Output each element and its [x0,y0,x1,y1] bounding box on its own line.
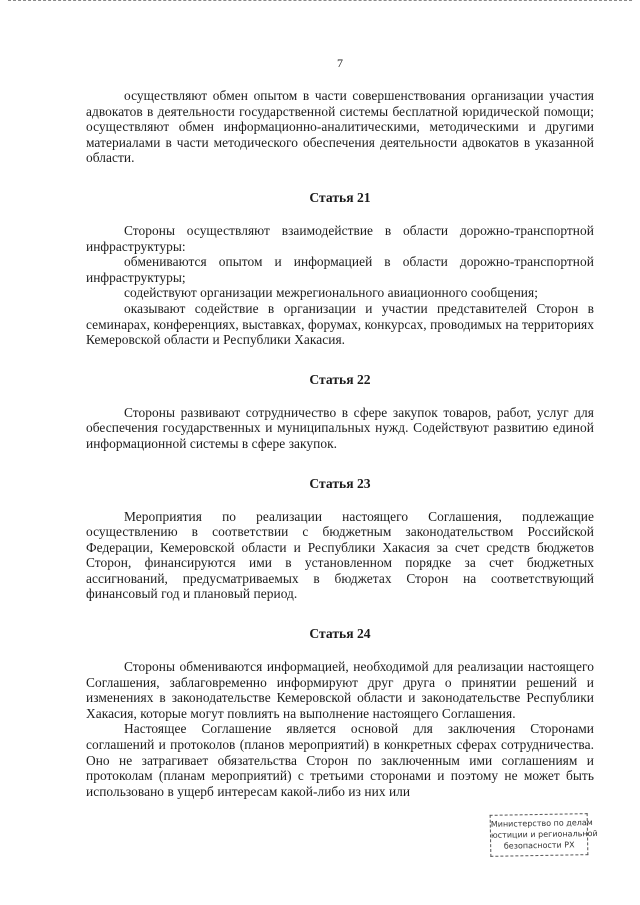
paragraph-art21-item2: содействуют организации межрегионального авиационного сообщения; [124,285,538,301]
article-23-heading: Статья 23 [309,475,371,491]
stamp-line-2: юстиции и региональной [490,828,598,840]
top-edge-rule [8,0,632,4]
paragraph-art23: Мероприятия по реализации настоящего Соглашения, подлежащие осуществлению в соответствии с бюджетным законодательством Российской Федерации, Кемеровской области и Республики Хакасия за счет средств бюджетов Сторон, финансируются ими в установленном порядке за счет бюджетных ассигнований, предусматриваемых в бюджетах Сторон на соответствующий финансовый год и плановый период. [86,508,594,602]
article-24-heading: Статья 24 [309,626,371,642]
stamp-line-1: Министерство по делам [490,818,593,829]
stamp-line-3: безопасности РХ [503,840,575,851]
paragraph-art24-first: Стороны обмениваются информацией, необходимой для реализации настоящего Соглашения, заблаговременно информируют друг друга о принятии решений и изменениях в законодательстве Кемеровской области и законодательстве Республики Хакасия, которые могут повлиять на выполнение настоящего Соглашения. [86,659,594,721]
document-page [86,56,594,799]
article-22-heading: Статья 22 [309,371,371,387]
paragraph-art21-intro: Стороны осуществляют взаимодействие в области дорожно-транспортной инфраструктуры: [86,222,594,254]
paragraph-advocates-exchange: осуществляют обмен опытом в части совершенствования организации участия адвокатов в деятельности государственной системы бесплатной юридической помощи; осуществляют обмен информационно-аналитическими, методическими и другими материалами в части методического обеспечения деятельности адвокатов в указанной области. [86,88,594,166]
ministry-stamp [490,813,598,857]
article-21-heading: Статья 21 [309,189,371,205]
paragraph-art21-item3: оказывают содействие в организации и участии представителей Сторон в семинарах, конференциях, выставках, форумах, конкурсах, проводимых на территориях Кемеровской области и Республики Хакасия. [86,300,594,348]
paragraph-art22: Стороны развивают сотрудничество в сфере закупок товаров, работ, услуг для обеспечения государственных и муниципальных нужд. Содействуют развитию единой информационной системы в сфере закупок. [86,404,594,451]
page-number: 7 [337,56,343,70]
paragraph-art24-second: Настоящее Соглашение является основой для заключения Сторонами соглашений и протоколов (планов мероприятий) в конкретных сферах сотрудничества. Оно не затрагивает обязательства Сторон по заключенным ими соглашениям и протоколам (планам мероприятий) с третьими сторонами и поэтому не может быть использовано в ущерб интересам какой-либо из них или [86,721,594,799]
paragraph-art21-item1: обмениваются опытом и информацией в области дорожно-транспортной инфраструктуры; [86,254,594,285]
